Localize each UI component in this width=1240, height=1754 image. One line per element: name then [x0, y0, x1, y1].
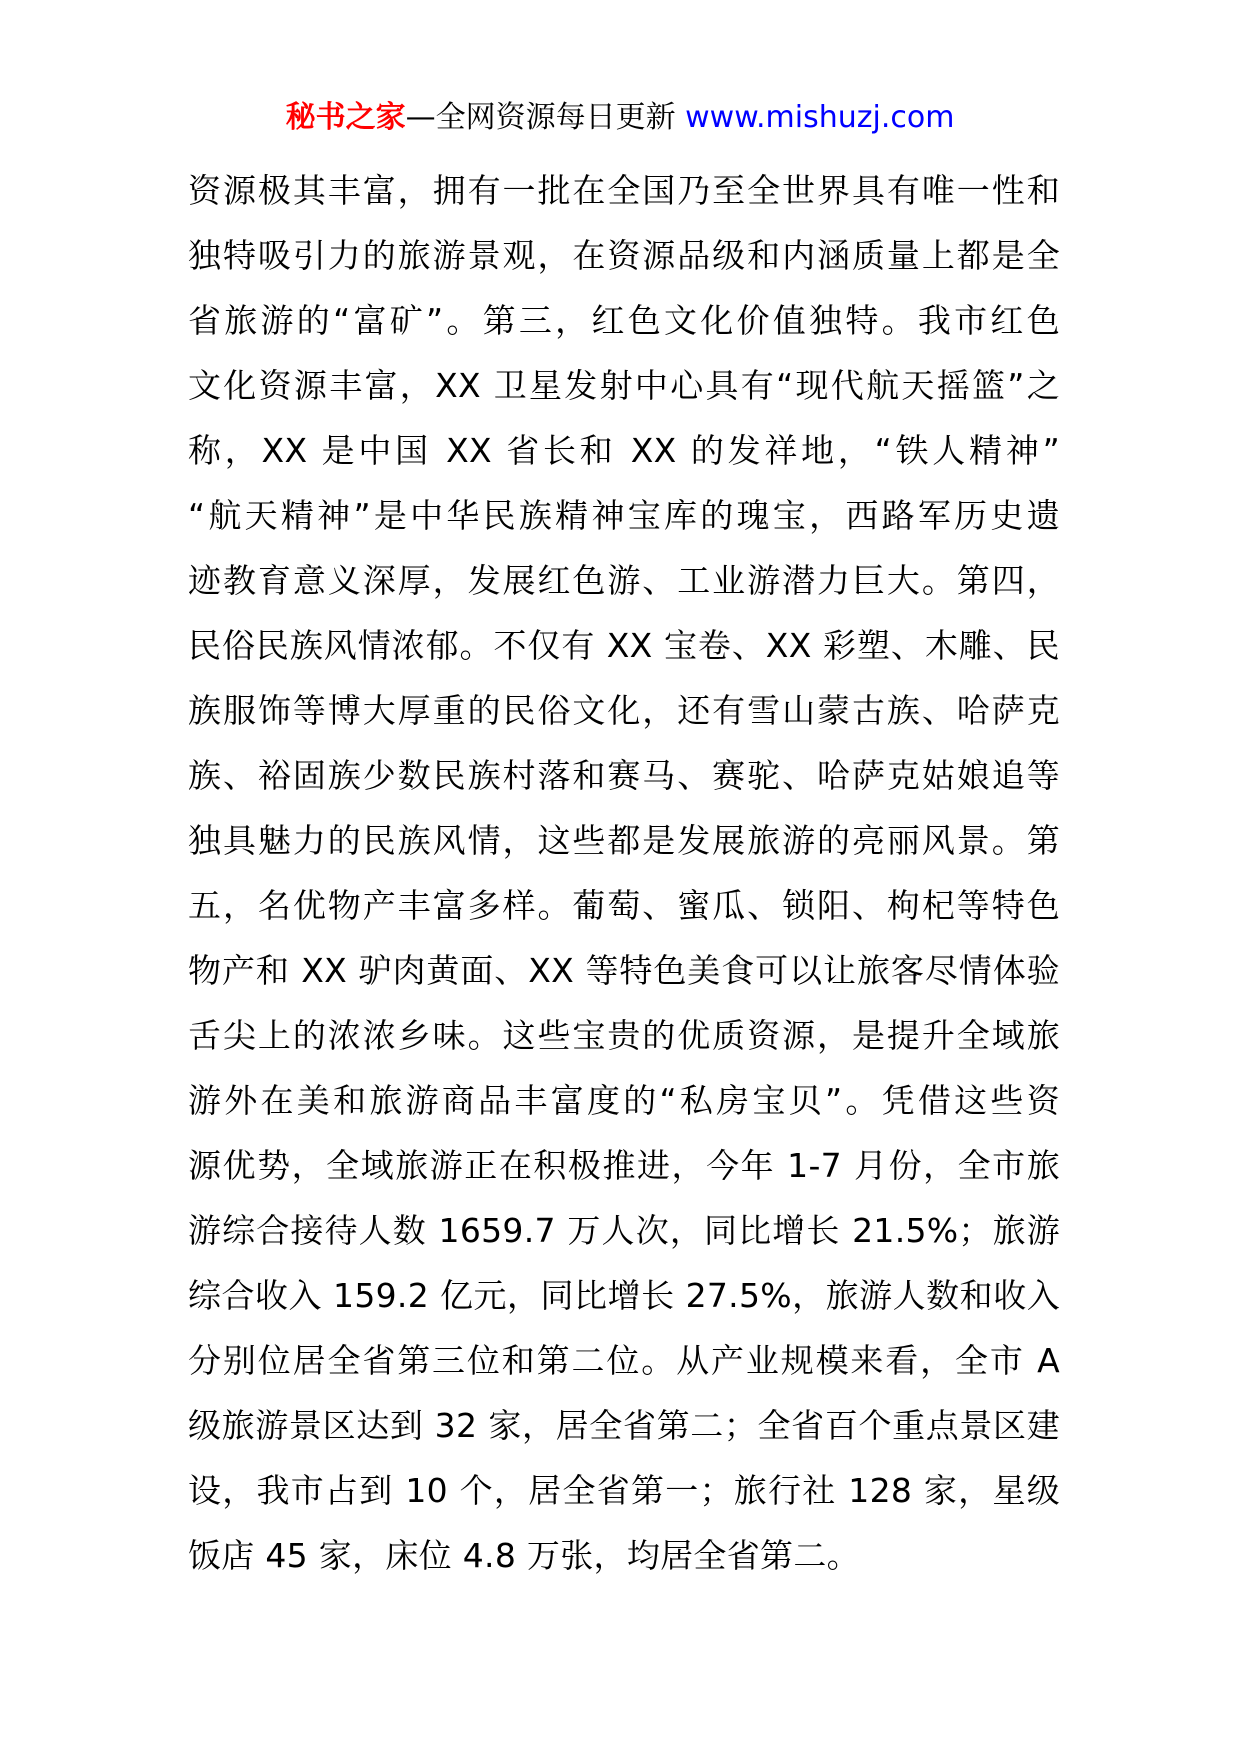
paragraph-line: 五，名优物产丰富多样。葡萄、蜜瓜、锁阳、枸杞等特色	[188, 886, 1060, 925]
paragraph-line: 综合收入 159.2 亿元，同比增长 27.5%，旅游人数和收入	[188, 1276, 1060, 1315]
site-header	[0, 98, 1240, 138]
paragraph-line: 民俗民族风情浓郁。不仅有 XX 宝卷、XX 彩塑、木雕、民	[188, 626, 1060, 665]
paragraph-line-last: 饭店 45 家，床位 4.8 万张，均居全省第二。	[188, 1536, 860, 1575]
paragraph-line: 源优势，全域旅游正在积极推进，今年 1-7 月份，全市旅	[188, 1146, 1060, 1185]
paragraph-line: 分别位居全省第三位和第二位。从产业规模来看，全市 A	[188, 1341, 1060, 1380]
brand-name: 秘书之家	[285, 100, 406, 135]
site-url-link[interactable]: www.mishuzj.com	[685, 100, 955, 135]
paragraph-line: 迹教育意义深厚，发展红色游、工业游潜力巨大。第四，	[188, 561, 1060, 600]
paragraph-line: 族、裕固族少数民族村落和赛马、赛驼、哈萨克姑娘追等	[188, 756, 1060, 795]
paragraph-line: 设，我市占到 10 个，居全省第一；旅行社 128 家，星级	[188, 1471, 1060, 1510]
paragraph-line: 省旅游的“富矿”。第三，红色文化价值独特。我市红色	[188, 301, 1060, 340]
paragraph-line: 游综合接待人数 1659.7 万人次，同比增长 21.5%；旅游	[188, 1211, 1060, 1250]
document-body	[188, 158, 1060, 1588]
paragraph-line: 文化资源丰富，XX 卫星发射中心具有“现代航天摇篮”之	[188, 366, 1060, 405]
paragraph-line: 级旅游景区达到 32 家，居全省第二；全省百个重点景区建	[188, 1406, 1060, 1445]
paragraph-line: 物产和 XX 驴肉黄面、XX 等特色美食可以让旅客尽情体验	[188, 951, 1060, 990]
paragraph-line: “航天精神”是中华民族精神宝库的瑰宝，西路军历史遗	[188, 496, 1060, 535]
paragraph-line: 独具魅力的民族风情，这些都是发展旅游的亮丽风景。第	[188, 821, 1060, 860]
paragraph-line: 独特吸引力的旅游景观，在资源品级和内涵质量上都是全	[188, 236, 1060, 275]
paragraph-line: 族服饰等博大厚重的民俗文化，还有雪山蒙古族、哈萨克	[188, 691, 1060, 730]
paragraph-line: 游外在美和旅游商品丰富度的“私房宝贝”。凭借这些资	[188, 1081, 1060, 1120]
paragraph-line: 称，XX 是中国 XX 省长和 XX 的发祥地，“铁人精神”	[188, 431, 1060, 470]
paragraph-line: 资源极其丰富，拥有一批在全国乃至全世界具有唯一性和	[188, 171, 1060, 210]
header-tagline: —全网资源每日更新	[405, 100, 686, 135]
paragraph-line: 舌尖上的浓浓乡味。这些宝贵的优质资源，是提升全域旅	[188, 1016, 1060, 1055]
